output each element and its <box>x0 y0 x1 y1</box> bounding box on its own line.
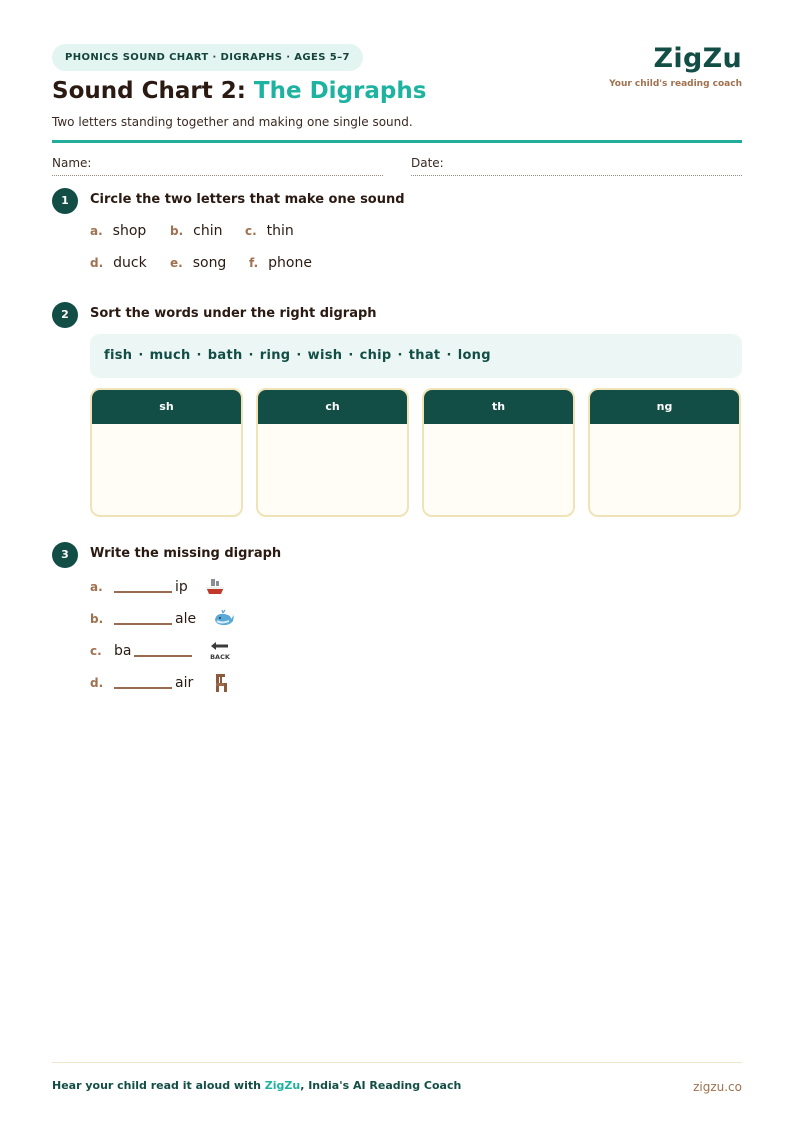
bank-separator: · <box>196 348 202 363</box>
name-label: Name: <box>52 156 92 170</box>
item-letter: d. <box>90 256 104 270</box>
missing-item-a <box>90 577 226 599</box>
bank-separator: · <box>348 348 354 363</box>
bank-word: chip <box>359 348 392 363</box>
back-arrow-icon <box>209 641 231 661</box>
item-letter: c. <box>245 224 257 238</box>
name-field[interactable] <box>52 156 383 176</box>
item-letter: b. <box>90 612 104 626</box>
word-part: air <box>175 675 194 691</box>
answer-blank[interactable] <box>114 623 172 625</box>
word-item-c[interactable] <box>245 223 294 239</box>
answer-blank[interactable] <box>134 655 192 657</box>
item-letter: b. <box>170 224 184 238</box>
sort-box-th[interactable] <box>422 388 575 517</box>
word-part: ip <box>175 579 188 595</box>
brand-tagline: Your child's reading coach <box>609 79 742 89</box>
bank-word: that <box>408 348 441 363</box>
answer-blank[interactable] <box>114 591 172 593</box>
bank-word: wish <box>307 348 343 363</box>
bank-word: bath <box>207 348 243 363</box>
item-letter: e. <box>170 256 183 270</box>
item-word: song <box>192 255 227 271</box>
word-bank <box>90 334 742 378</box>
sort-box-ng[interactable] <box>588 388 741 517</box>
section-3-number: 3 <box>52 542 78 568</box>
chair-icon <box>210 673 232 693</box>
section-1-number: 1 <box>52 188 78 214</box>
missing-item-c <box>90 641 231 663</box>
bank-separator: · <box>446 348 452 363</box>
whale-icon <box>213 609 235 629</box>
item-word: duck <box>113 255 147 271</box>
missing-item-b <box>90 609 235 631</box>
page-subtitle: Two letters standing together and making one single sound. <box>52 115 413 129</box>
worksheet-page <box>52 0 742 1123</box>
ship-icon <box>204 577 226 597</box>
missing-item-d <box>90 673 232 695</box>
sort-box-header: sh <box>92 390 241 424</box>
bank-word: long <box>457 348 491 363</box>
date-field[interactable] <box>411 156 742 176</box>
brand-block <box>609 40 742 89</box>
bank-separator: · <box>138 348 144 363</box>
item-letter: c. <box>90 644 102 658</box>
footer-message <box>52 1079 461 1092</box>
sort-box-ch[interactable] <box>256 388 409 517</box>
category-tag: PHONICS SOUND CHART · DIGRAPHS · AGES 5–7 <box>52 44 363 71</box>
date-label: Date: <box>411 156 444 170</box>
footer-site-link[interactable]: zigzu.co <box>693 1080 742 1094</box>
item-letter: d. <box>90 676 104 690</box>
sort-box-header: ch <box>258 390 407 424</box>
footer-divider <box>52 1062 742 1063</box>
bank-word: much <box>149 348 191 363</box>
section-1-question: Circle the two letters that make one sound <box>90 192 405 207</box>
footer-text: , India's AI Reading Coach <box>300 1079 462 1092</box>
item-word: thin <box>266 223 294 239</box>
brand-logo: ZigZu <box>653 43 742 74</box>
bank-word: ring <box>259 348 291 363</box>
word-item-a[interactable] <box>90 223 146 239</box>
item-letter: f. <box>249 256 259 270</box>
sort-box-header: th <box>424 390 573 424</box>
title-main: Sound Chart 2: <box>52 78 254 104</box>
section-3-question: Write the missing digraph <box>90 546 282 561</box>
word-part: ba <box>114 643 132 659</box>
word-item-e[interactable] <box>170 255 226 271</box>
title-accent: The Digraphs <box>253 78 427 104</box>
footer-brand: ZigZu <box>264 1079 301 1092</box>
sort-box-sh[interactable] <box>90 388 243 517</box>
header-divider <box>52 140 742 143</box>
word-item-b[interactable] <box>170 223 223 239</box>
word-item-f[interactable] <box>249 255 312 271</box>
word-part: ale <box>175 611 197 627</box>
svg-text:BACK: BACK <box>210 653 230 661</box>
answer-blank[interactable] <box>114 687 172 689</box>
bank-separator: · <box>296 348 302 363</box>
word-item-d[interactable] <box>90 255 147 271</box>
section-2-question: Sort the words under the right digraph <box>90 306 377 321</box>
item-letter: a. <box>90 224 103 238</box>
sort-box-header: ng <box>590 390 739 424</box>
bank-word: fish <box>104 348 133 363</box>
item-letter: a. <box>90 580 103 594</box>
page-title <box>52 78 426 104</box>
item-word: chin <box>193 223 223 239</box>
bank-separator: · <box>248 348 254 363</box>
section-2-number: 2 <box>52 302 78 328</box>
footer-text: Hear your child read it aloud with <box>52 1079 265 1092</box>
item-word: shop <box>112 223 147 239</box>
item-word: phone <box>268 255 312 271</box>
bank-separator: · <box>397 348 403 363</box>
